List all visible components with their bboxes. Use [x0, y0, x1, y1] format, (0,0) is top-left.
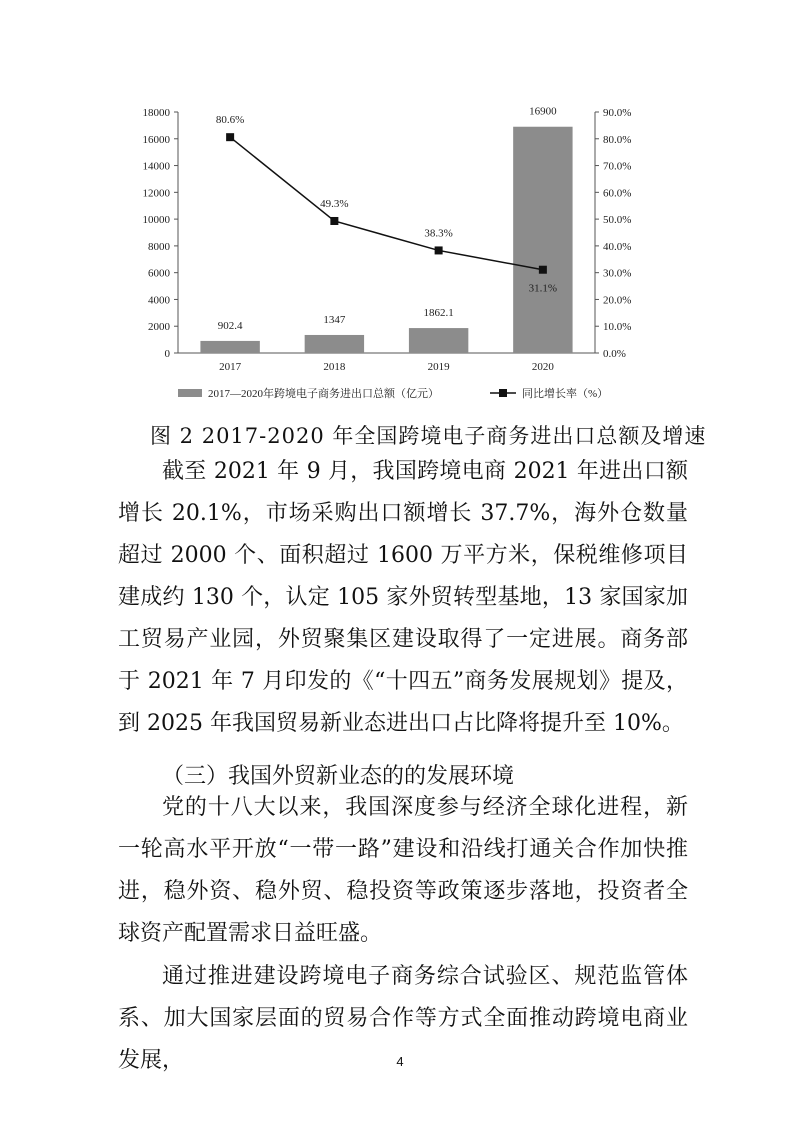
y2-tick-label: 70.0%	[603, 160, 632, 173]
y-tick-label: 16000	[142, 133, 170, 146]
y-tick-label: 12000	[142, 187, 170, 200]
y-tick-label: 14000	[142, 160, 170, 173]
page-number: 4	[396, 1054, 404, 1069]
growth-rate-marker	[226, 133, 234, 141]
paragraph-1: 截至 2021 年 9 月，我国跨境电商 2021 年进出口额增长 20.1%，市场采购出口额增长 37.7%，海外仓数量超过 2000 个、面积超过 1600 万平方米，保税维修项目建成约 130 个，认定 105 家外贸转型基地，13 家国家加工贸易产业园，外贸聚集区建设取得了一定进展。商务部于 2021 年 7 月印发的《“十四五”商务发展规划》提及，到 2025 年我国贸易新业态进出口占比降将提升至 10%。	[118, 459, 688, 736]
paragraph-2-block	[118, 787, 688, 955]
growth-rate-line	[230, 137, 543, 270]
chart	[110, 100, 670, 400]
legend-bar-swatch	[178, 389, 202, 397]
bar-data-label: 1347	[323, 313, 346, 326]
bar	[305, 335, 364, 353]
y2-tick-label: 90.0%	[603, 107, 632, 119]
y2-tick-label: 10.0%	[603, 321, 632, 334]
paragraph-1-block	[118, 451, 688, 745]
line-data-label: 31.1%	[528, 282, 558, 295]
bar	[513, 127, 572, 353]
x-tick-label: 2018	[323, 361, 346, 373]
y2-tick-label: 30.0%	[603, 267, 632, 280]
y2-tick-label: 60.0%	[603, 187, 632, 200]
y-tick-label: 10000	[142, 214, 170, 227]
legend-line-marker	[499, 389, 507, 397]
section-heading: （三）我国外贸新业态的的发展环境	[162, 764, 515, 789]
paragraph-3: 通过推进建设跨境电子商务综合试验区、规范监管体系、加大国家层面的贸易合作等方式全面推动跨境电商业发展，	[118, 964, 688, 1073]
x-tick-label: 2019	[427, 361, 450, 373]
line-data-label: 49.3%	[320, 197, 349, 210]
legend-bar-label: 2017—2020年跨境电子商务进出口总额（亿元）	[208, 388, 439, 400]
bar-data-label: 902.4	[217, 319, 243, 332]
y-tick-label: 8000	[148, 240, 170, 253]
y2-tick-label: 80.0%	[603, 133, 632, 146]
y2-tick-label: 0.0%	[603, 348, 626, 360]
y-tick-label: 6000	[148, 267, 170, 280]
bar-data-label: 16900	[529, 105, 557, 118]
y-tick-label: 4000	[148, 294, 170, 307]
line-data-label: 80.6%	[215, 114, 245, 127]
y-tick-label: 0	[164, 348, 170, 360]
y-tick-label: 2000	[148, 321, 170, 334]
line-data-label: 38.3%	[424, 227, 453, 240]
figure-caption: 图 2 2017-2020 年全国跨境电子商务进出口总额及增速	[150, 424, 707, 448]
legend-line-label: 同比增长率（%）	[522, 388, 609, 400]
bar-data-label: 1862.1	[423, 307, 454, 320]
x-tick-label: 2017	[219, 361, 242, 373]
y2-tick-label: 20.0%	[603, 294, 632, 307]
y2-tick-label: 50.0%	[603, 214, 632, 227]
bar	[200, 341, 259, 353]
growth-rate-marker	[330, 217, 338, 225]
paragraph-2: 党的十八大以来，我国深度参与经济全球化进程，新一轮高水平开放“一带一路”建设和沿线打通关合作加快推进，稳外资、稳外贸、稳投资等政策逐步落地，投资者全球资产配置需求日益旺盛。	[118, 795, 688, 946]
growth-rate-marker	[539, 266, 547, 274]
y-tick-label: 18000	[142, 107, 170, 119]
bar	[409, 328, 468, 353]
y2-tick-label: 40.0%	[603, 240, 632, 253]
x-tick-label: 2020	[531, 361, 554, 373]
growth-rate-marker	[435, 246, 443, 254]
